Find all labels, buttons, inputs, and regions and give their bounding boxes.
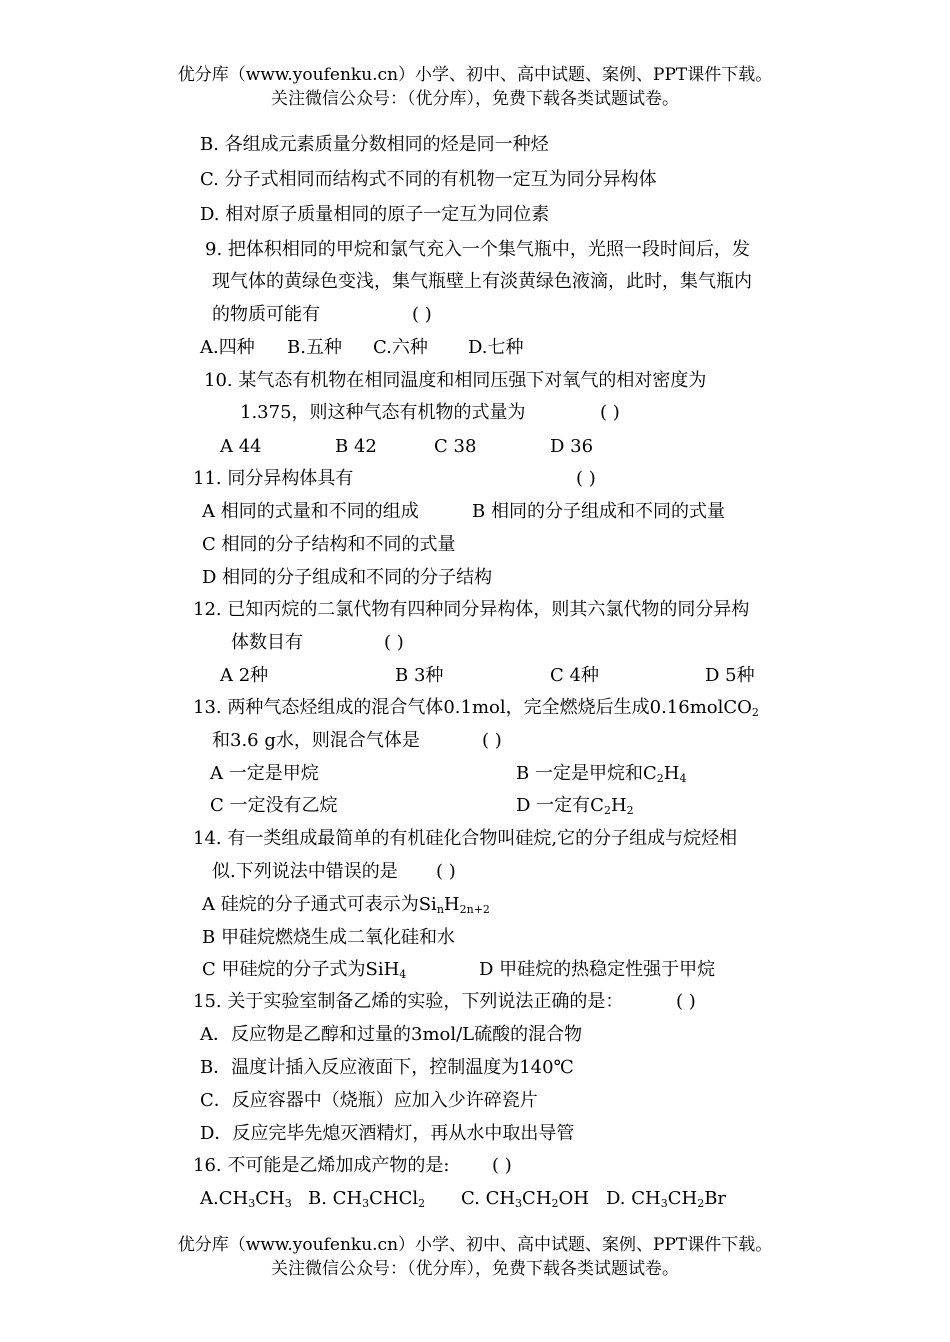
q9-text-line-3: 的物质可能有 [212,304,320,325]
q15-option-d: D．反应完毕先熄灭酒精灯，再从水中取出导管 [200,1123,575,1144]
q9-option-c: C.六种 [373,337,428,358]
q12-option-b: B 3种 [395,665,444,686]
q16-answer-paren: ( ) [492,1155,512,1176]
q14-text-line-1: 14. 有一类组成最简单的有机硅化合物叫硅烷,它的分子组成与烷烃相 [193,828,738,849]
q11-text-line-1: 11. 同分异构体具有 [193,468,354,489]
q8-option-c: C. 分子式相同而结构式不同的有机物一定互为同分异构体 [200,169,657,190]
q10-option-c: C 38 [434,436,477,457]
q9-option-d: D.七种 [468,337,524,358]
q11-option-b: B 相同的分子组成和不同的式量 [472,501,725,522]
q10-option-b: B 42 [335,436,377,457]
q16-option-c: C. $CH_3CH_2OH$ [461,1188,589,1210]
q14-answer-paren: ( ) [436,861,456,882]
q12-text-line-2: 体数目有 [231,632,303,653]
q13-answer-paren: ( ) [482,730,502,751]
q14-option-b: B 甲硅烷燃烧生成二氧化硅和水 [202,927,455,948]
q12-answer-paren: ( ) [384,632,404,653]
q9-text-line-1: 9. 把体积相同的甲烷和氯气充入一个集气瓶中，光照一段时间后，发 [205,239,750,260]
q15-option-a: A．反应物是乙醇和过量的3mol/L硫酸的混合物 [200,1024,583,1045]
q15-option-b: B．温度计插入反应液面下，控制温度为140℃ [200,1057,574,1078]
q11-option-c: C 相同的分子结构和不同的式量 [202,534,456,555]
q15-text-line-1: 15. 关于实验室制备乙烯的实验，下列说法正确的是： [193,991,624,1012]
q11-option-d: D 相同的分子组成和不同的分子结构 [202,567,493,588]
q13-option-b: B 一定是甲烷和$C_2H_4$ [516,763,687,785]
q9-answer-paren: ( ) [412,304,432,325]
q9-text-line-2: 现气体的黄绿色变浅，集气瓶壁上有淡黄绿色液滴，此时，集气瓶内 [212,271,752,292]
q10-text-line-1: 10. 某气态有机物在相同温度和相同压强下对氧气的相对密度为 [204,370,707,391]
q16-option-d: D. $CH_3CH_2Br$ [606,1188,727,1210]
q12-text-line-1: 12. 已知丙烷的二氯代物有四种同分异构体，则其六氯代物的同分异构 [193,599,750,620]
header-line-1: 优分库（www.youfenku.cn）小学、初中、高中试题、案例、PPT课件下载。 [177,65,773,85]
q8-option-b: B. 各组成元素质量分数相同的烃是同一种烃 [200,134,549,155]
q16-option-b: B. $CH_3CHCl_2$ [308,1188,426,1210]
q12-option-c: C 4种 [550,665,599,686]
q9-option-b: B.五种 [287,337,342,358]
q16-option-a: $A.CH_3CH_3$ [200,1188,292,1210]
q12-option-d: D 5种 [705,665,755,686]
q11-option-a: A 相同的式量和不同的组成 [202,501,419,522]
q14-text-line-2: 似.下列说法中错误的是 [212,861,398,882]
q10-answer-paren: ( ) [600,402,620,423]
q14-option-a: A 硅烷的分子通式可表示为$Si_nH_{2n+2}$ [202,894,490,916]
q13-text-line-2: 和3.6 g水，则混合气体是 [212,730,420,751]
q15-option-c: C．反应容器中（烧瓶）应加入少许碎瓷片 [200,1090,538,1111]
q15-answer-paren: ( ) [676,991,696,1012]
q13-option-a: A 一定是甲烷 [210,763,319,784]
q10-text-line-2: 1.375，则这种气态有机物的式量为 [240,402,526,423]
q13-option-c: C 一定没有乙烷 [210,795,338,816]
header-line-2: 关注微信公众号：（优分库），免费下载各类试题试卷。 [271,89,679,109]
q14-option-d: D 甲硅烷的热稳定性强于甲烷 [479,959,716,980]
q11-answer-paren: ( ) [576,468,596,489]
footer-line-2: 关注微信公众号：（优分库），免费下载各类试题试卷。 [271,1259,679,1279]
q16-text-line-1: 16. 不可能是乙烯加成产物的是: [193,1155,450,1176]
q10-option-a: A 44 [220,436,262,457]
q14-option-c: C 甲硅烷的分子式为SiH$_4$ [202,959,407,981]
q12-option-a: A 2种 [220,665,269,686]
footer-line-1: 优分库（www.youfenku.cn）小学、初中、高中试题、案例、PPT课件下载。 [177,1235,773,1255]
q13-text-line-1: 13. 两种气态烃组成的混合气体0.1mol，完全燃烧后生成0.16molCO$_2$ [193,697,759,719]
q8-option-d: D. 相对原子质量相同的原子一定互为同位素 [200,204,550,225]
q9-option-a: A.四种 [200,337,255,358]
q10-option-d: D 36 [550,436,594,457]
q13-option-d: D 一定有$C_2H_2$ [516,795,634,817]
